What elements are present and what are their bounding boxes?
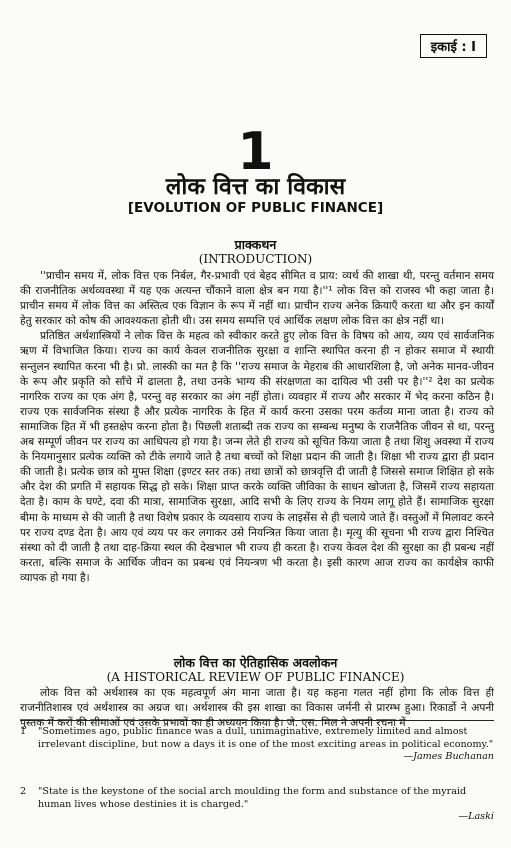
footnote-divider bbox=[20, 720, 494, 721]
history-heading-en: (A HISTORICAL REVIEW OF PUBLIC FINANCE) bbox=[106, 670, 405, 684]
intro-heading-en: (INTRODUCTION) bbox=[198, 252, 313, 266]
chapter-number: 1 bbox=[237, 122, 274, 182]
footnote-text: "State is the keystone of the social arch moulding the form and substance of the myraid human lives whose destinies it is charged." bbox=[38, 786, 467, 810]
unit-label: इकाई : I bbox=[420, 34, 487, 58]
footnote-author: —Laski bbox=[458, 811, 494, 823]
footnote-number: 1 bbox=[20, 726, 27, 737]
footnote-number: 2 bbox=[20, 786, 27, 797]
footnote-author: —James Buchanan bbox=[403, 751, 494, 763]
footnote-1 bbox=[20, 726, 494, 764]
footnote-2 bbox=[20, 786, 494, 824]
intro-paragraph-2: प्रतिष्ठित अर्थशास्त्रियों ने लोक वित्त के महत्व को स्वीकार करते हुए लोक वित्त के विषय को आय, व्यय एवं सार्वजनिक ऋण में विभाजित किया। राज्य का कार्य केवल राजनीतिक सुरक्षा व शान्ति स्थापित करना ही न होकर समाज में स्थायी सन्तुलन स्थापित करना भी है। प्रो. लास्की का मत है कि ''राज्य समाज के मेहराब की आधारशिला है, जो अनेक मानव-जीवन के रूप और प्रकृति को साँचे में ढालता है, तथा उनके भाग्य की संरक्षणता का दायित्व भी उसी पर है।''² देश का प्रत्येक नागरिक राज्य का एक अंग है, परन्तु वह सरकार का अंग नहीं होता। व्यवहार में राज्य और सरकार में भेद करना कठिन है। राज्य एक सार्वजनिक संस्था है और प्रत्येक नागरिक के हित में कार्य करना उसका परम कर्तव्य माना जाता है। राज्य को सामाजिक हित में भी हस्तक्षेप करना होता है। पिछली शताब्दी तक राज्य का सम्बन्ध मनुष्य के राजनैतिक जीवन से था, परन्तु अब सम्पूर्ण जीवन पर राज्य का आधिपत्य हो गया है। जन्म लेते ही राज्य को सूचित किया जाता है तथा शिशु अवस्था में राज्य के नियमानुसार प्रत्येक व्यक्ति को टीके लगाये जाते है तथा बच्चों को शिक्षा प्रदान की जाती है। शिक्षा भी राज्य द्वारा ही प्रदान की जाती है। प्रत्येक छात्र को मुफ्त शिक्षा (इण्टर स्तर तक) तथा छात्रों को छात्रवृत्ति दी जाती है जिससे समाज शिक्षित हो सके और देश की प्रगति में सहायक सिद्ध हो सके। शिक्षा प्राप्त करके व्यक्ति जीविका के साधन खोजता है, जिसमें राज्य सहायता देता है। काम के घण्टे, दवा की मात्रा, सामाजिक सुरक्षा, आदि सभी के लिए राज्य के नियम लागू होते हैं। सामाजिक सुरक्षा बीमा के माध्यम से की जाती है तथा विशेष प्रकार के व्यवसाय राज्य के लाइसेंस से ही चलाये जाते हैं। वस्तुओं में मिलावट करने पर राज्य दण्ड देता है। आय एवं व्यय पर कर लगाकर उसे नियन्त्रित किया जाता है। मृत्यु की सूचना भी राज्य द्वारा निश्चित संस्था को दी जाती है तथा दाह-क्रिया स्थल की देखभाल भी राज्य ही करता है। राज्य केवल देश की सुरक्षा का ही प्रबन्ध नहीं करता, बल्कि समाज के आर्थिक जीवन का प्रबन्ध एवं नियन्त्रण भी करता है। इसी कारण आज राज्य का कार्यक्षेत्र काफी व्यापक हो गया है। bbox=[20, 330, 495, 584]
intro-heading: प्राक्कथन bbox=[234, 237, 277, 252]
chapter-title: लोक वित्त का विकास bbox=[165, 174, 346, 200]
intro-paragraph-1: ''प्राचीन समय में, लोक वित्त एक निर्बल, गैर-प्रभावी एवं बेहद सीमित व प्राय: व्यर्थ की शाखा थी, परन्तु वर्तमान समय की राजनीतिक अर्थव्यवस्था में यह एक अत्यन्त चौंकाने वाला क्षेत्र बन गया है।''¹ लोक वित्त को राजस्व भी कहा जाता है। प्राचीन समय में लोक वित्त का अस्तित्व एक विज्ञान के रूप में नहीं था। प्राचीन राज्य अनेक क्रियाएँ करता था और इन कार्यों हेतु सरकार को कोष की आवश्यकता होती थी। उस समय सम्पत्ति एवं आर्थिक लक्षण लोक वित्त का क्षेत्र नहीं था। bbox=[20, 270, 494, 328]
history-paragraph: लोक वित्त को अर्थशास्त्र का एक महत्वपूर्ण अंग माना जाता है। यह कहना गलत नहीं होगा कि लोक वित्त ही राजनीतिशास्त्र एवं अर्थशास्त्र का अग्रज था। अर्थशास्त्र की इस शाखा का विकास जर्मनी से प्रारम्भ हुआ। रिकार्डो ने अपनी पुस्तक में करों की सीमाओं एवं उसके प्रभावों का ही अध्ययन किया है। जे. एस. मिल ने अपनी रचना में bbox=[20, 687, 494, 730]
history-heading: लोक वित्त का ऐतिहासिक अवलोकन bbox=[173, 655, 338, 670]
history-body bbox=[20, 686, 494, 730]
chapter-subtitle: [EVOLUTION OF PUBLIC FINANCE] bbox=[127, 200, 384, 216]
footnote-text: "Sometimes ago, public finance was a dull, unimaginative, extremely limited and almost irrelevant discipline, but now a days it is one of the most exciting areas in political economy." bbox=[38, 726, 494, 750]
intro-body bbox=[20, 269, 494, 586]
